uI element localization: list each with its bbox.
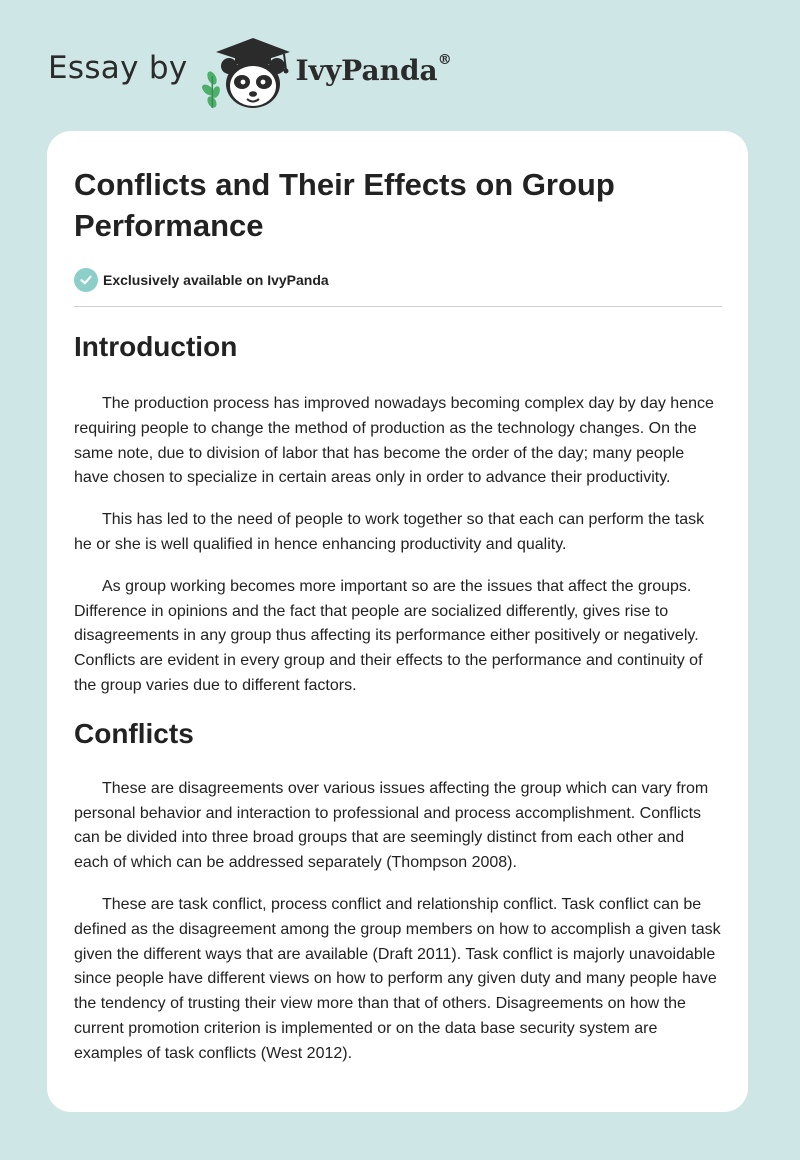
exclusive-badge-label: Exclusively available on IvyPanda (103, 272, 329, 288)
registered-mark: ® (437, 51, 452, 68)
panda-graduate-logo-icon[interactable] (202, 32, 294, 112)
paragraph: These are task conflict, process conflict and relationship conflict. Task conflict can be defined as the disagreement among the group members on how to accomplish a given task given the different ways that are available (Draft 2011). Task conflict is majorly unavoidable since people have different views on how to perform any given duty and many people have the tendency of trusting their view more than that of others. Disagreements on how the current promotion criterion is implemented or on the data base security system are examples of task conflicts (West 2012). (74, 895, 721, 1062)
section-heading-introduction: Introduction (74, 331, 238, 362)
paragraph: As group working becomes more important so are the issues that affect the groups. Difference in opinions and the fact that people are socialized differently, gives rise to disagreements in any group thus affecting its performance either positively or negatively. Conflicts are evident in every group and their effects to the performance and continuity of the group varies due to different factors. (74, 577, 703, 694)
brand-name: IvyPanda® (295, 51, 452, 87)
essay-by-label: Essay by (48, 50, 188, 86)
paragraph: These are disagreements over various issues affecting the group which can vary from personal behavior and interaction to professional and process accomplishment. Conflicts can be divided into three broad groups that are seemingly distinct from each other and each of which can be addressed separately (Thompson 2008). (74, 779, 709, 872)
divider (74, 306, 722, 307)
site-header (48, 32, 452, 112)
exclusive-badge (74, 266, 722, 294)
essay-card (47, 131, 748, 1112)
section-heading-conflicts: Conflicts (74, 717, 194, 749)
paragraph: The production process has improved nowadays becoming complex day by day hence requiring people to change the method of production as the technology changes. On the same note, due to division of labor that has become the order of the day; many people have chosen to specialize in certain areas only in order to advance their productivity. (74, 395, 714, 487)
paragraph: This has led to the need of people to work together so that each can perform the task he or she is well qualified in hence enhancing productivity and quality. (74, 511, 705, 553)
check-icon (74, 268, 98, 292)
page-title: Conflicts and Their Effects on Group Performance (74, 167, 615, 243)
